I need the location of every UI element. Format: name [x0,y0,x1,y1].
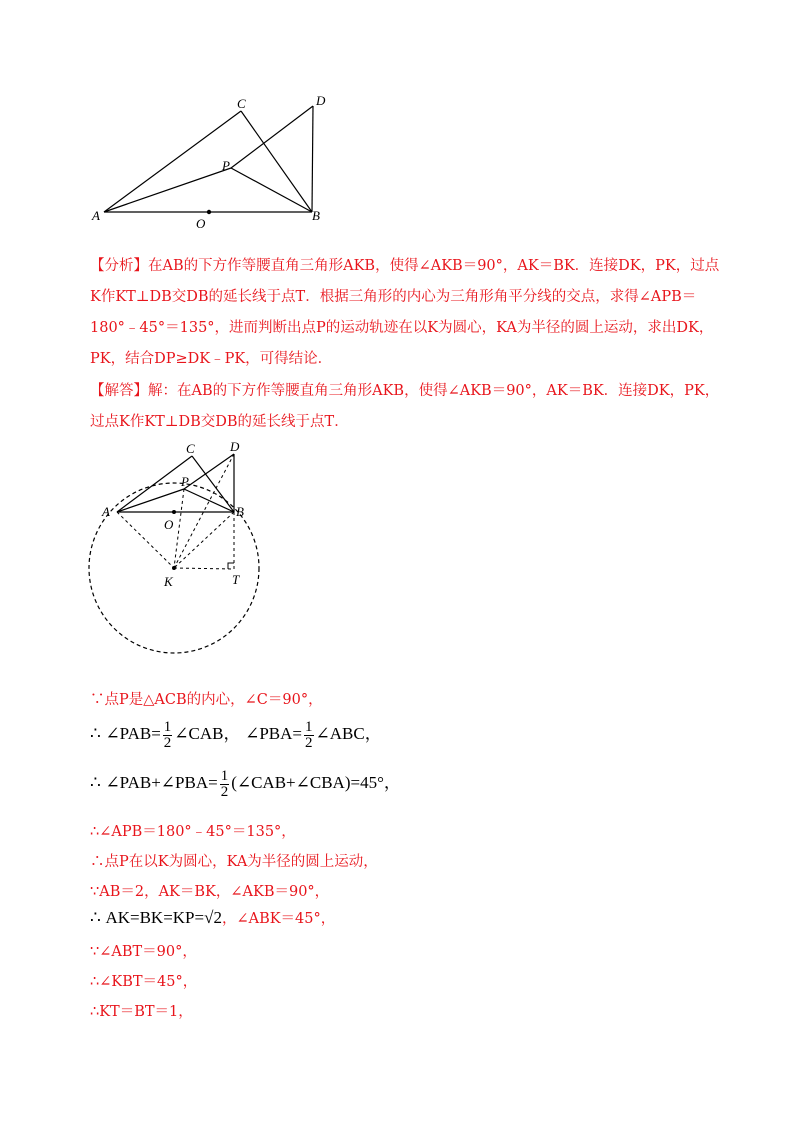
step-7-part-a: AK=BK=KP= [105,908,205,927]
step-3-part-b: (∠CAB+∠CBA)=45°， [231,773,401,792]
fig2-label-o: O [164,517,174,532]
geometry-figure-1 [84,90,344,240]
fraction-half-2: $\frac{1}{2}$ [305,718,313,751]
step-8: ∵∠ABT＝90°， [90,944,197,960]
step-2-part-c: ∠PBA= [245,724,302,743]
step-7-part-b: ，∠ABK＝45°， [221,911,336,927]
fig2-label-c: C [186,441,195,456]
step-3-part-a: ∠PAB+∠PBA= [105,773,218,792]
step-2-part-d: ∠ABC， [315,724,382,743]
therefore-symbol: ∴ [90,773,101,792]
fraction-half-3: $\frac{1}{2}$ [220,767,229,800]
geometry-figure-2 [84,436,284,661]
therefore-symbol: ∴ [90,908,101,927]
step-2 [90,719,382,751]
fig2-label-k: K [164,574,173,589]
fig2-label-t: T [232,572,240,587]
analysis-tag: 【分析】 [90,258,148,274]
fraction-half: $\frac{1}{2}$ [163,718,172,751]
therefore-symbol: ∴ [90,724,101,743]
fig1-label-o: O [196,216,206,231]
step-9: ∴∠KBT＝45°， [90,974,198,990]
analysis-text: 在AB的下方作等腰直角三角形AKB，使得∠AKB＝90°，AK＝BK．连接DK，PK，过点K作KT⊥DB交DB的延长线于点T．根据三角形的内心为三角形角平分线的交点，求得∠APB＝180°﹣45°＝135°，进而判断出点P的运动轨迹在以K为圆心，KA为半径的圆上运动，求出DK，PK，结合DP≥DK﹣PK，可得结论． [90,258,720,367]
step-3 [90,768,401,800]
fig1-label-b: B [312,208,320,223]
fig2-label-p: P [181,474,189,489]
fig1-label-c: C [237,96,246,111]
answer-paragraph [90,376,730,438]
step-5: ∴点P在以K为圆心，KA为半径的圆上运动， [90,854,378,870]
answer-tag: 【解答】 [90,383,148,399]
step-1: ∵点P是△ACB的内心，∠C＝90°， [90,692,323,708]
step-10: ∴KT＝BT＝1， [90,1004,193,1020]
sqrt-two: √2 [204,908,222,927]
analysis-paragraph [90,251,730,375]
fig2-label-b: B [236,504,244,519]
step-2-part-a: ∠PAB= [105,724,161,743]
step-6: ∵AB＝2，AK＝BK，∠AKB＝90°， [90,884,330,900]
answer-text: 解：在AB的下方作等腰直角三角形AKB，使得∠AKB＝90°，AK＝BK．连接DK，PK，过点K作KT⊥DB交DB的延长线于点T． [90,383,720,430]
fig1-label-a: A [92,208,100,223]
step-4: ∴∠APB＝180°﹣45°＝135°， [90,824,296,840]
step-7 [90,907,335,928]
step-2-part-b: ∠CAB， [174,724,241,743]
fig1-label-d: D [316,93,326,108]
fig2-label-a: A [102,504,110,519]
fig2-label-d: D [230,439,240,454]
fig1-label-p: P [222,158,230,173]
